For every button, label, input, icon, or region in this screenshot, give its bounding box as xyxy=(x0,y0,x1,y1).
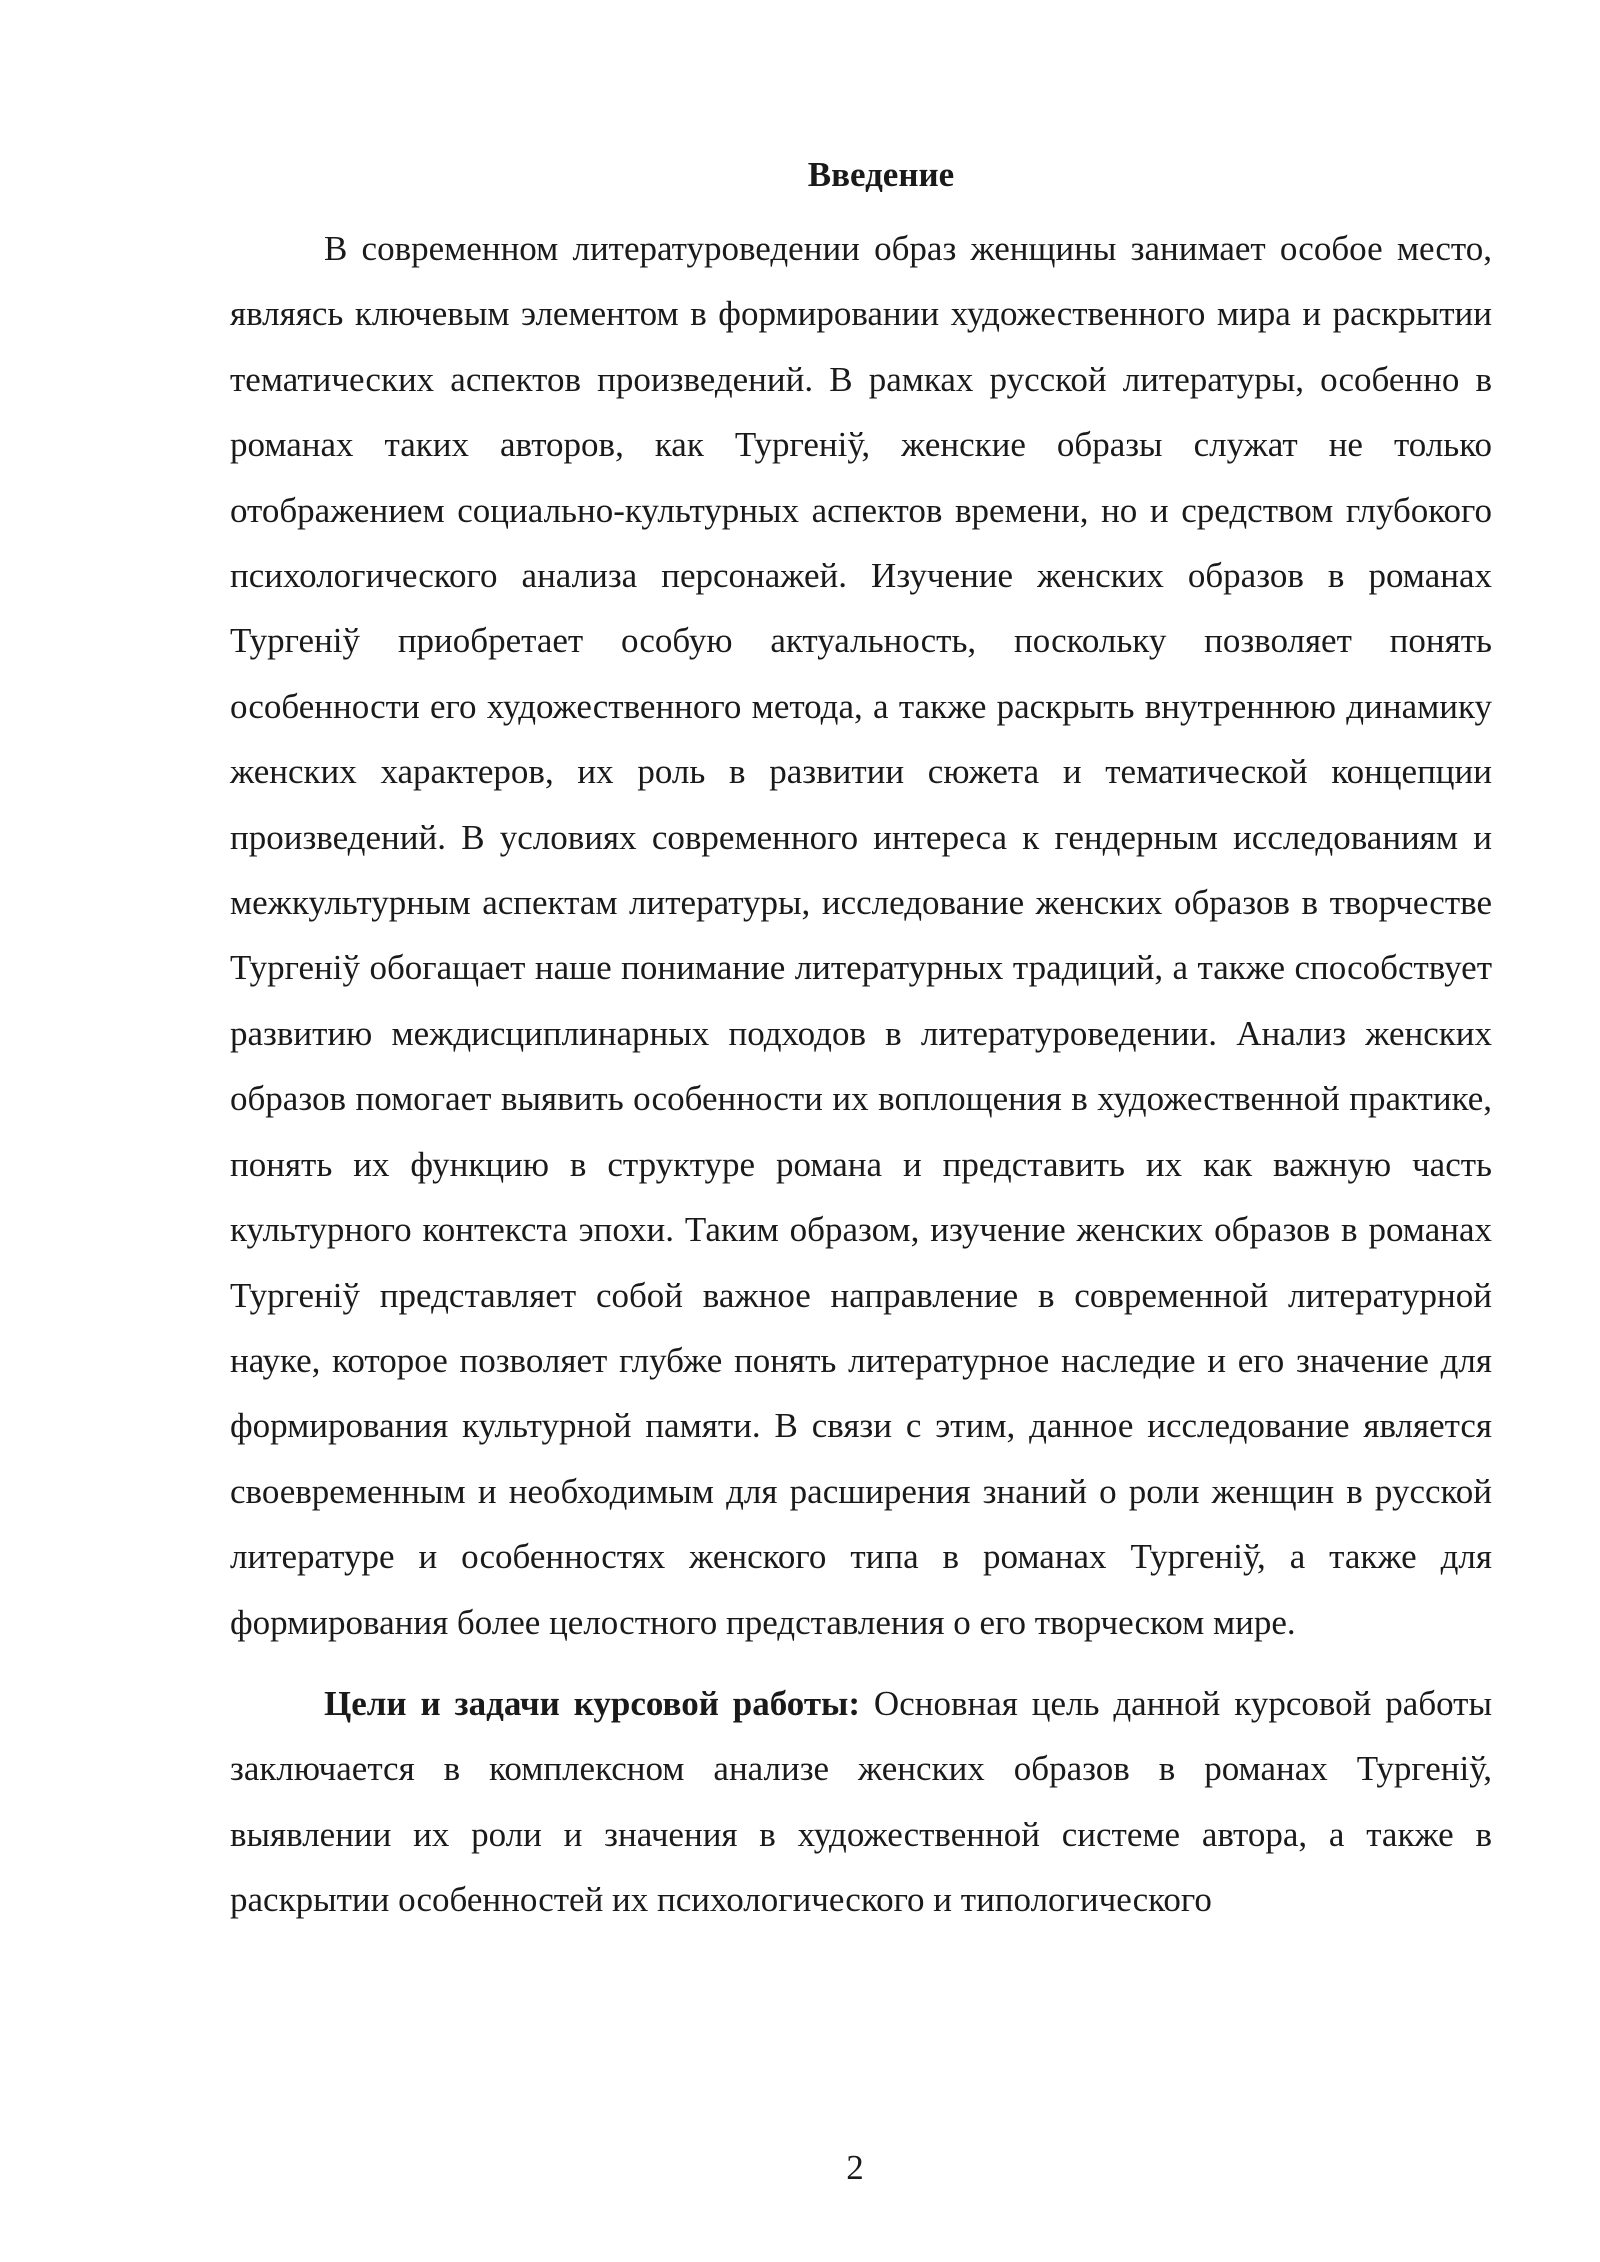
document-page xyxy=(230,150,1492,1933)
page-number: 2 xyxy=(846,2148,864,2187)
intro-paragraph xyxy=(230,216,1492,1655)
goals-paragraph-text: Основная цель данной курсовой работы заключается в комплексном анализе женских образов в романах Тургеніў, выявлении их роли и значения в художественной системе автора, а также в раскрытии особенностей их психологического и типологического xyxy=(230,1683,1492,1920)
intro-paragraph-text: В современном литературоведении образ женщины занимает особое место, являясь ключевым элементом в формировании художественного мира и раскрытии тематических аспектов произведений. В рамках русской литературы, особенно в романах таких авторов, как Тургеніў, женские образы служат не только отображением социально-культурных аспектов времени, но и средством глубокого психологического анализа персонажей. Изучение женских образов в романах Тургеніў приобретает особую актуальность, поскольку позволяет понять особенности его художественного метода, а также раскрыть внутреннюю динамику женских характеров, их роль в развитии сюжета и тематической концепции произведений. В условиях современного интереса к гендерным исследованиям и межкультурным аспектам литературы, исследование женских образов в творчестве Тургеніў обогащает наше понимание литературных традиций, а также способствует развитию междисциплинарных подходов в литературоведении. Анализ женских образов помогает выявить особенности их воплощения в художественной практике, понять их функцию в структуре романа и представить их как важную часть культурного контекста эпохи. Таким образом, изучение женских образов в романах Тургеніў представляет собой важное направление в современной литературной науке, которое позволяет глубже понять литературное наследие и его значение для формирования культурной памяти. В связи с этим, данное исследование является своевременным и необходимым для расширения знаний о роли женщин в русской литературе и особенностях женского типа в романах Тургеніў, а также для формирования более целостного представления о его творческом мире. xyxy=(230,229,1492,1642)
section-heading: Введение xyxy=(807,155,955,194)
goals-paragraph xyxy=(230,1671,1492,1933)
goals-lead: Цели и задачи курсовой работы: xyxy=(324,1683,860,1723)
